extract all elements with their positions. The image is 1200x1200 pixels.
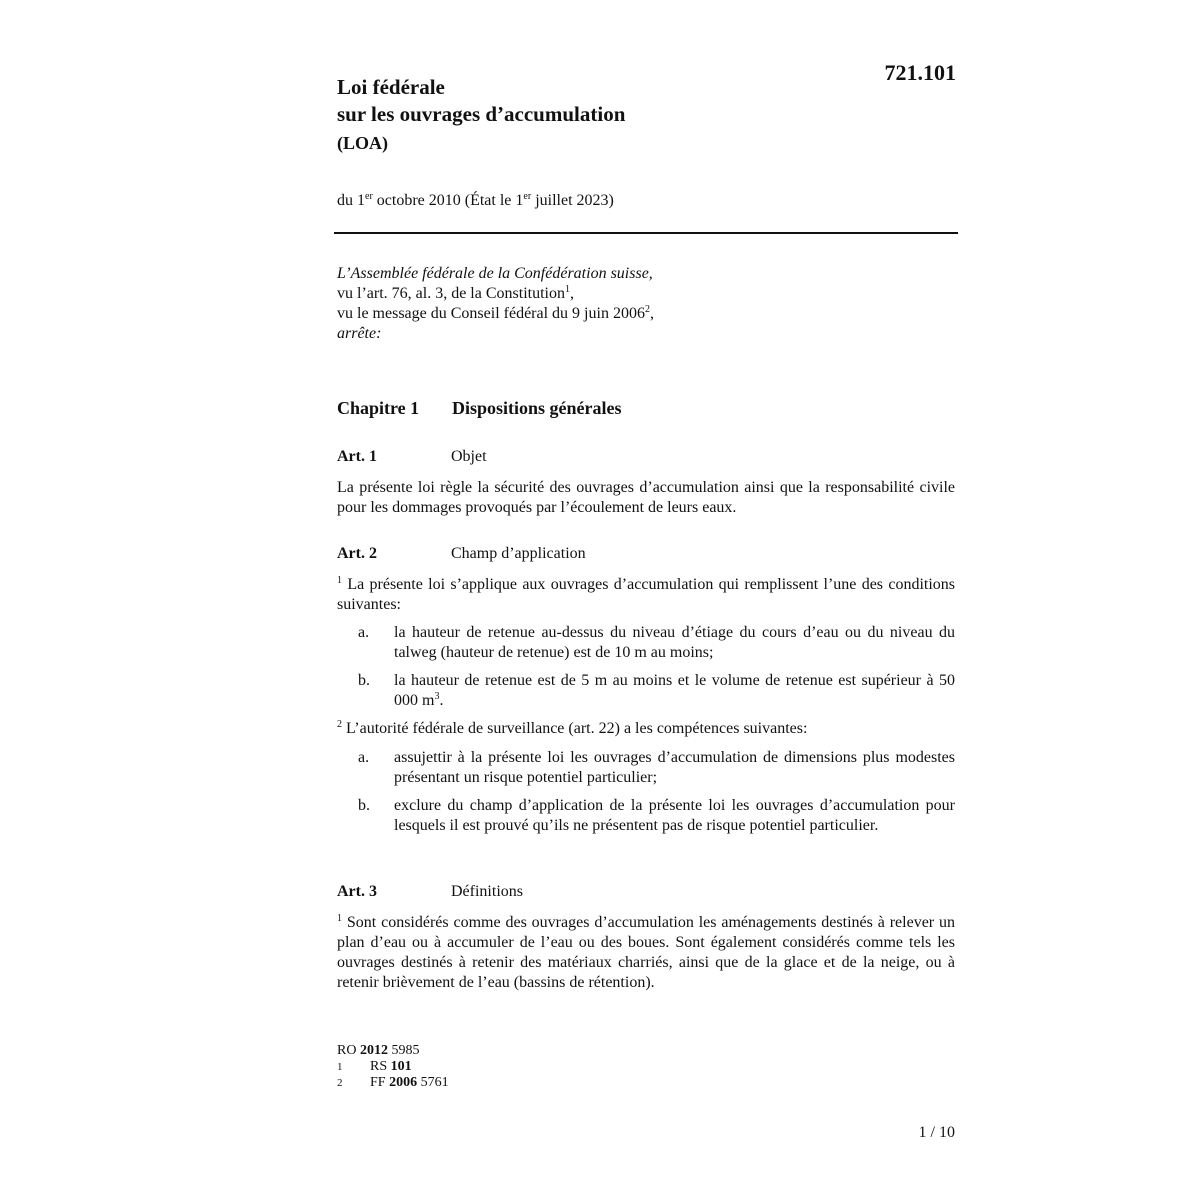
article-2-number: Art. 2 [337, 545, 377, 562]
preamble-line-2 [337, 304, 957, 324]
title-abbreviation: (LOA) [337, 133, 388, 153]
chapter-number: Chapitre 1 [337, 398, 420, 418]
preamble-line-2-text: vu le message du Conseil fédéral du 9 juin 2006 [337, 305, 645, 322]
item-letter: b. [358, 672, 370, 689]
ro-page: 5985 [387, 1043, 420, 1058]
item-text: assujettir à la présente loi les ouvrages d’accumulation de dimensions plus modestes présentant un risque potentiel particulier; [394, 749, 955, 786]
law-title [337, 74, 937, 158]
article-3-paragraph-1 [337, 913, 955, 993]
footnote-suffix: 5761 [417, 1075, 449, 1090]
article-3-al-1-mark: 1 [337, 913, 342, 924]
footnote-mark: 1 [337, 1061, 343, 1073]
chapter-title: Dispositions générales [452, 398, 622, 418]
chapter-heading [337, 398, 622, 419]
header-divider [334, 232, 958, 234]
article-1-number: Art. 1 [337, 448, 377, 465]
date-sup-1: er [365, 191, 373, 202]
footnote-text [370, 1075, 449, 1091]
article-3-title: Définitions [451, 883, 523, 900]
article-2-al-2-mark: 2 [337, 719, 342, 730]
title-line-1: Loi fédérale [337, 75, 445, 99]
date-prefix: du 1 [337, 192, 365, 209]
article-2-al-2-text: L’autorité fédérale de surveillance (art. 22) a les compétences suivantes: [342, 720, 808, 737]
article-2-paragraph-1 [337, 575, 955, 615]
preamble-line-1-comma: , [569, 285, 574, 302]
ro-reference [337, 1043, 449, 1059]
footnote-2 [337, 1075, 449, 1091]
date-suffix: juillet 2023) [531, 192, 614, 209]
footnote-mark: 2 [337, 1077, 343, 1089]
article-2-al-1-text: La présente loi s’applique aux ouvrages d’accumulation qui remplissent l’une des conditions suivantes: [337, 576, 955, 613]
footnote-bold: 101 [390, 1059, 412, 1074]
item-letter: a. [358, 624, 370, 641]
item-letter: a. [358, 749, 370, 766]
date-sup-2: er [523, 191, 532, 202]
article-3-al-1-text: Sont considérés comme des ouvrages d’accumulation les aménagements destinés à relever un plan d’eau ou à accumuler de l’eau ou des boues. Sont également considérés comme tels les ouvrages destinés à retenir des matériaux charriés, ainsi que de la glace et de la neige, ou à retenir brièvement de l’eau (bassins de rétention). [337, 914, 955, 991]
preamble-line-1-text: vu l’art. 76, al. 3, de la Constitution [337, 285, 565, 302]
article-2-item-1a [358, 623, 955, 663]
article-2-heading [337, 545, 586, 563]
cubic-superscript: 3 [434, 691, 440, 702]
ro-prefix: RO [337, 1043, 360, 1058]
article-2-item-2a [358, 748, 955, 788]
sr-number: 721.101 [884, 60, 956, 85]
title-line-2: sur les ouvrages d’accumulation [337, 102, 626, 126]
page-number: 1 / 10 [918, 1124, 955, 1141]
footnote-bold: 2006 [389, 1075, 418, 1090]
date-line [337, 192, 614, 210]
item-text [394, 671, 955, 711]
preamble-line-1 [337, 284, 957, 304]
preamble-decree: arrête: [337, 325, 382, 342]
date-middle: octobre 2010 (État le 1 [372, 192, 524, 209]
article-2-item-1b [358, 671, 955, 711]
footnote-prefix: FF [370, 1075, 390, 1090]
item-text-end: . [439, 692, 444, 709]
footnote-ref-2[interactable]: 2 [644, 304, 650, 315]
article-1-heading [337, 448, 487, 466]
article-2-title: Champ d’application [451, 545, 586, 562]
article-3-number: Art. 3 [337, 883, 377, 900]
article-2-item-2b [358, 796, 955, 836]
preamble-line-2-comma: , [649, 305, 654, 322]
item-text: la hauteur de retenue au-dessus du niveau d’étiage du cours d’eau ou du niveau du talweg (hauteur de retenue) est de 10 m au moins; [394, 624, 955, 661]
article-2-al-1-mark: 1 [337, 575, 342, 586]
article-1-text: La présente loi règle la sécurité des ouvrages d’accumulation ainsi que la responsabilité civile pour les dommages provoqués par l’écoulement de leurs eaux. [337, 479, 955, 516]
footnote-1 [337, 1059, 449, 1075]
ro-year: 2012 [359, 1043, 388, 1058]
article-1-title: Objet [451, 448, 487, 465]
item-text-body: la hauteur de retenue est de 5 m au moins et le volume de retenue est supérieur à 50 000 m [394, 672, 955, 709]
footnote-text [370, 1059, 412, 1075]
article-2-paragraph-2 [337, 719, 955, 739]
footnote-prefix: RS [370, 1059, 391, 1074]
footnotes [337, 1043, 449, 1091]
preamble [337, 264, 957, 344]
article-3-heading [337, 883, 523, 901]
item-text: exclure du champ d’application de la présente loi les ouvrages d’accumulation pour lesquels il est prouvé qu’ils ne présentent pas de risque potentiel particulier. [394, 797, 955, 834]
preamble-assembly: L’Assemblée fédérale de la Confédération suisse, [337, 265, 653, 282]
item-letter: b. [358, 797, 370, 814]
footnote-ref-1[interactable]: 1 [564, 284, 570, 295]
